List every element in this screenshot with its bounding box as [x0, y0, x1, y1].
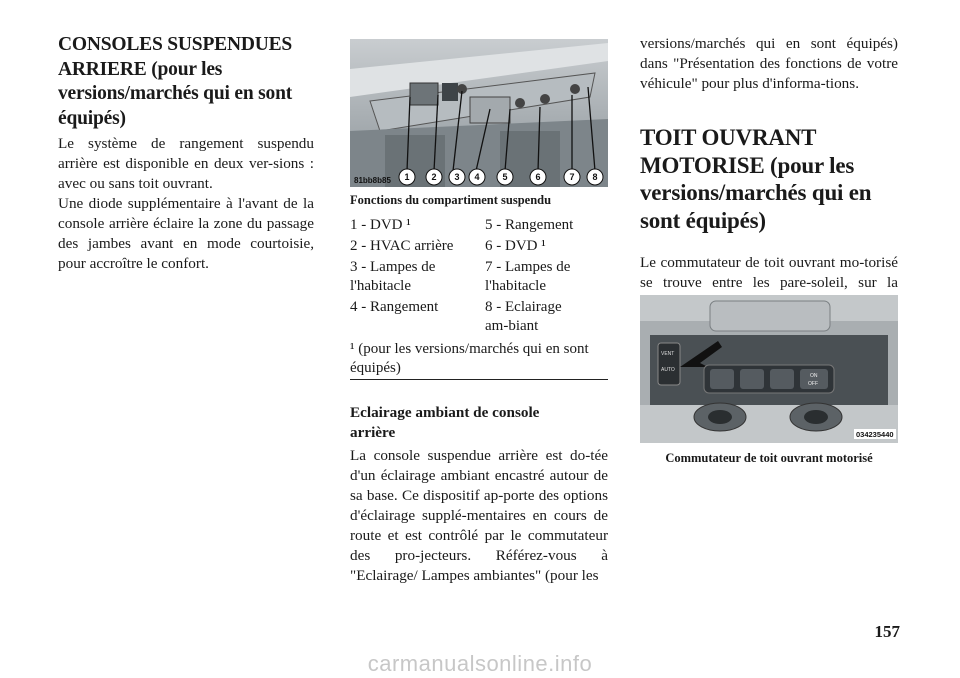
paragraph-led-courtesy: Une diode supplémentaire à l'avant de la console arrière éclaire la zone du passage des jambes avant en mode courtoisie, pour accroître le confort. — [58, 195, 314, 272]
sunroof-switch-illustration — [640, 295, 898, 443]
figure-code: 034235440 — [856, 430, 894, 439]
callout-3: 3 — [454, 172, 460, 182]
callout-5: 5 — [502, 172, 508, 182]
vent-label: VENT — [661, 351, 675, 357]
overhead-console-illustration — [350, 39, 608, 187]
off-label: OFF — [808, 381, 818, 387]
callout-8: 8 — [592, 172, 598, 182]
legend-footnote: ¹ (pour les versions/marchés qui en sont équipés) — [350, 341, 589, 376]
legend-table — [350, 216, 608, 338]
callout-1: 1 — [404, 172, 410, 182]
callout-7: 7 — [569, 172, 575, 182]
figure-caption-overhead: Fonctions du compartiment suspendu — [350, 193, 552, 207]
legend-item: 1 - DVD ¹ — [350, 217, 411, 233]
legend-item: 3 - Lampes de l'habitacle — [350, 259, 436, 294]
legend-item: 5 - Rangement — [485, 217, 574, 233]
callout-2: 2 — [431, 172, 437, 182]
page-number: 157 — [874, 622, 900, 641]
paragraph-sunroof-switch: Le commutateur de toit ouvrant mo-torisé se trouve entre les pare-soleil, sur la — [640, 254, 898, 291]
auto-label: AUTO — [661, 367, 675, 373]
section-title-rear-overhead-console: CONSOLES SUSPENDUES ARRIERE (pour les versions/marchés qui en sont équipés) — [58, 34, 293, 129]
watermark: carmanualsonline.info — [367, 651, 593, 676]
overhead-console-figure — [350, 39, 608, 187]
legend-item: 6 - DVD ¹ — [485, 238, 546, 254]
legend-item: 2 - HVAC arrière — [350, 238, 454, 254]
paragraph-storage-versions: Le système de rangement suspendu arrière est disponible en deux ver-sions : avec ou sans toit ouvrant. — [58, 135, 314, 192]
sunroof-switch-figure — [640, 295, 898, 443]
legend-divider — [350, 379, 608, 380]
callout-4: 4 — [474, 172, 480, 182]
section-title-power-sunroof: TOIT OUVRANT MOTORISE (pour les versions/marchés qui en sont équipés) — [640, 125, 872, 233]
figure-caption-sunroof: Commutateur de toit ouvrant motorisé — [665, 451, 873, 465]
legend-item: 4 - Rangement — [350, 299, 439, 315]
subheading-ambient-lighting: Eclairage ambiant de console arrière — [350, 404, 540, 441]
paragraph-continuation: versions/marchés qui en sont équipés) dans "Présentation des fonctions de votre véhicule" pour plus d'informa-tions. — [640, 35, 898, 92]
paragraph-ambient-lighting: La console suspendue arrière est do-tée d'un éclairage ambiant encastré autour de sa base. Ce dispositif ap-porte des options d'éclairage supplé-mentaires en cours de route et est contrôlé par le commutateur des pro-jecteurs. Référez-vous à "Eclairage/ Lampes ambiantes" (pour les — [350, 447, 608, 584]
legend-item: 7 - Lampes de l'habitacle — [485, 259, 571, 294]
callout-6: 6 — [535, 172, 541, 182]
on-label: ON — [810, 373, 818, 379]
figure-code: 81bb8b85 — [354, 176, 391, 185]
legend-item: 8 - Eclairage am-biant — [485, 299, 562, 334]
